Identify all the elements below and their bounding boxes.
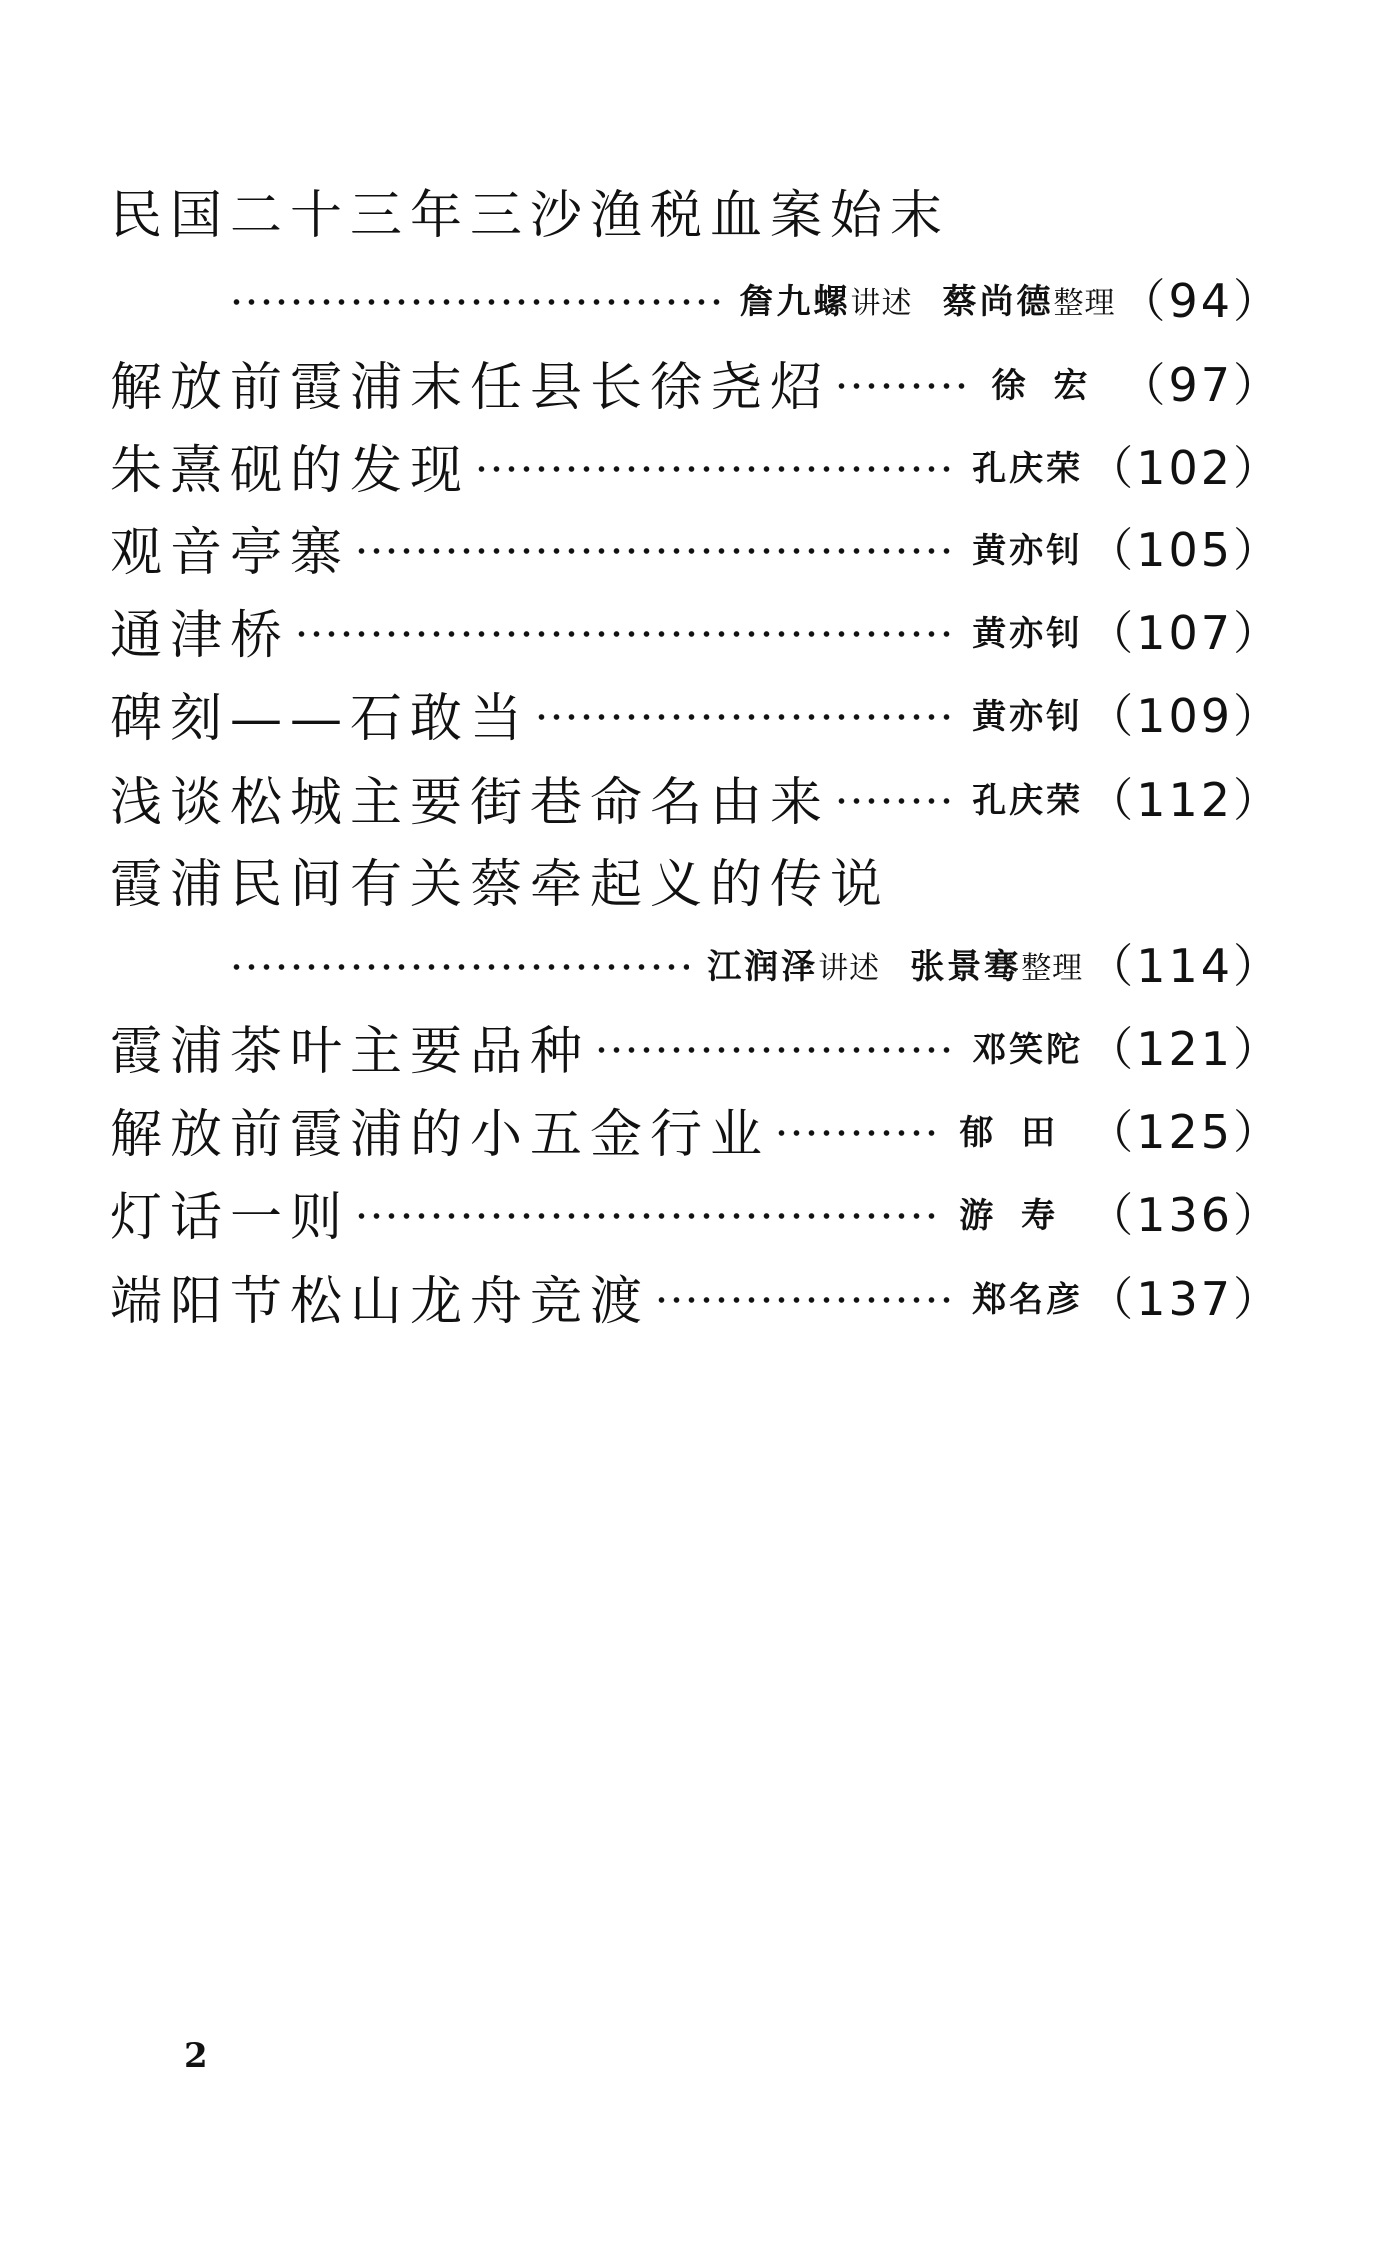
entry-title: 霞浦民间有关蔡牵起义的传说 [110,854,891,915]
dot-leader [229,266,721,330]
entry-page: （105） [1087,523,1282,577]
entry-page: （94） [1119,274,1282,328]
dot-leader [654,1264,954,1328]
entry-title: 灯话一则 [110,1187,351,1248]
toc-entry [110,350,1282,418]
entry-title: 观音亭寨 [110,522,351,583]
entry-page: （114） [1087,939,1282,993]
dot-leader [594,1014,954,1078]
entry-author: 孔庆荣 [972,780,1084,821]
entry-author: 黄亦钊 [972,613,1084,654]
page-number: 2 [184,2036,208,2076]
dot-leader [229,931,689,995]
editor-role: 整理 [1053,285,1116,321]
toc-entry [225,931,1282,995]
dot-leader [474,433,954,497]
narrator-role: 讲述 [850,285,913,321]
editor-name: 张景骞 [910,946,1022,987]
narrator-name: 江润泽 [707,946,819,987]
entry-page: （125） [1087,1105,1282,1159]
entry-author: 徐宏 [991,365,1116,406]
entry-author: 郑名彦 [972,1279,1084,1320]
narrator-role: 讲述 [818,950,881,986]
entry-page: （97） [1119,358,1282,412]
entry-page: （112） [1087,773,1282,827]
entry-title: 通津桥 [110,605,291,666]
entry-author: 郁田 [959,1112,1084,1153]
toc-entry [110,1180,1282,1248]
entry-title: 端阳节松山龙舟竞渡 [110,1271,651,1332]
entry-page: （136） [1087,1188,1282,1242]
dot-leader [354,515,954,579]
editor-role: 整理 [1021,950,1084,986]
toc-entry [110,515,1282,583]
toc-entry [110,1014,1282,1082]
entry-authors [739,274,1115,323]
entry-title: 朱熹砚的发现 [110,440,471,501]
toc-entry [110,598,1282,666]
dot-leader [834,350,973,414]
dot-leader [354,1180,941,1244]
entry-author: 黄亦钊 [972,530,1084,571]
entry-author: 邓笑陀 [972,1029,1084,1070]
entry-author: 黄亦钊 [972,696,1084,737]
editor-name: 蔡尚德 [942,281,1054,322]
entry-title: 浅谈松城主要街巷命名由来 [110,772,831,833]
toc-entry [110,765,1282,833]
entry-page: （109） [1087,689,1282,743]
entry-title: 霞浦茶叶主要品种 [110,1021,591,1082]
dot-leader [774,1097,941,1161]
entry-title: 解放前霞浦末任县长徐尧炤 [110,357,831,418]
entry-page: （121） [1087,1022,1282,1076]
toc-entry [110,681,1282,749]
toc-entry-title-line [110,178,951,246]
narrator-name: 詹九螺 [739,281,851,322]
toc-entry-title-line [110,847,891,915]
entry-title: 民国二十三年三沙渔税血案始末 [110,185,951,246]
toc-entry [225,266,1282,330]
toc-entry [110,433,1282,501]
entry-page: （102） [1087,441,1282,495]
toc-entry [110,1264,1282,1332]
dot-leader [534,681,954,745]
entry-author: 游寿 [959,1195,1084,1236]
dot-leader [834,765,954,829]
entry-page: （107） [1087,606,1282,660]
entry-title: 解放前霞浦的小五金行业 [110,1104,771,1165]
entry-author: 孔庆荣 [972,448,1084,489]
toc-entry [110,1097,1282,1165]
entry-title: 碑刻——石敢当 [110,688,531,749]
dot-leader [294,598,954,662]
entry-page: （137） [1087,1272,1282,1326]
entry-authors [707,939,1083,988]
